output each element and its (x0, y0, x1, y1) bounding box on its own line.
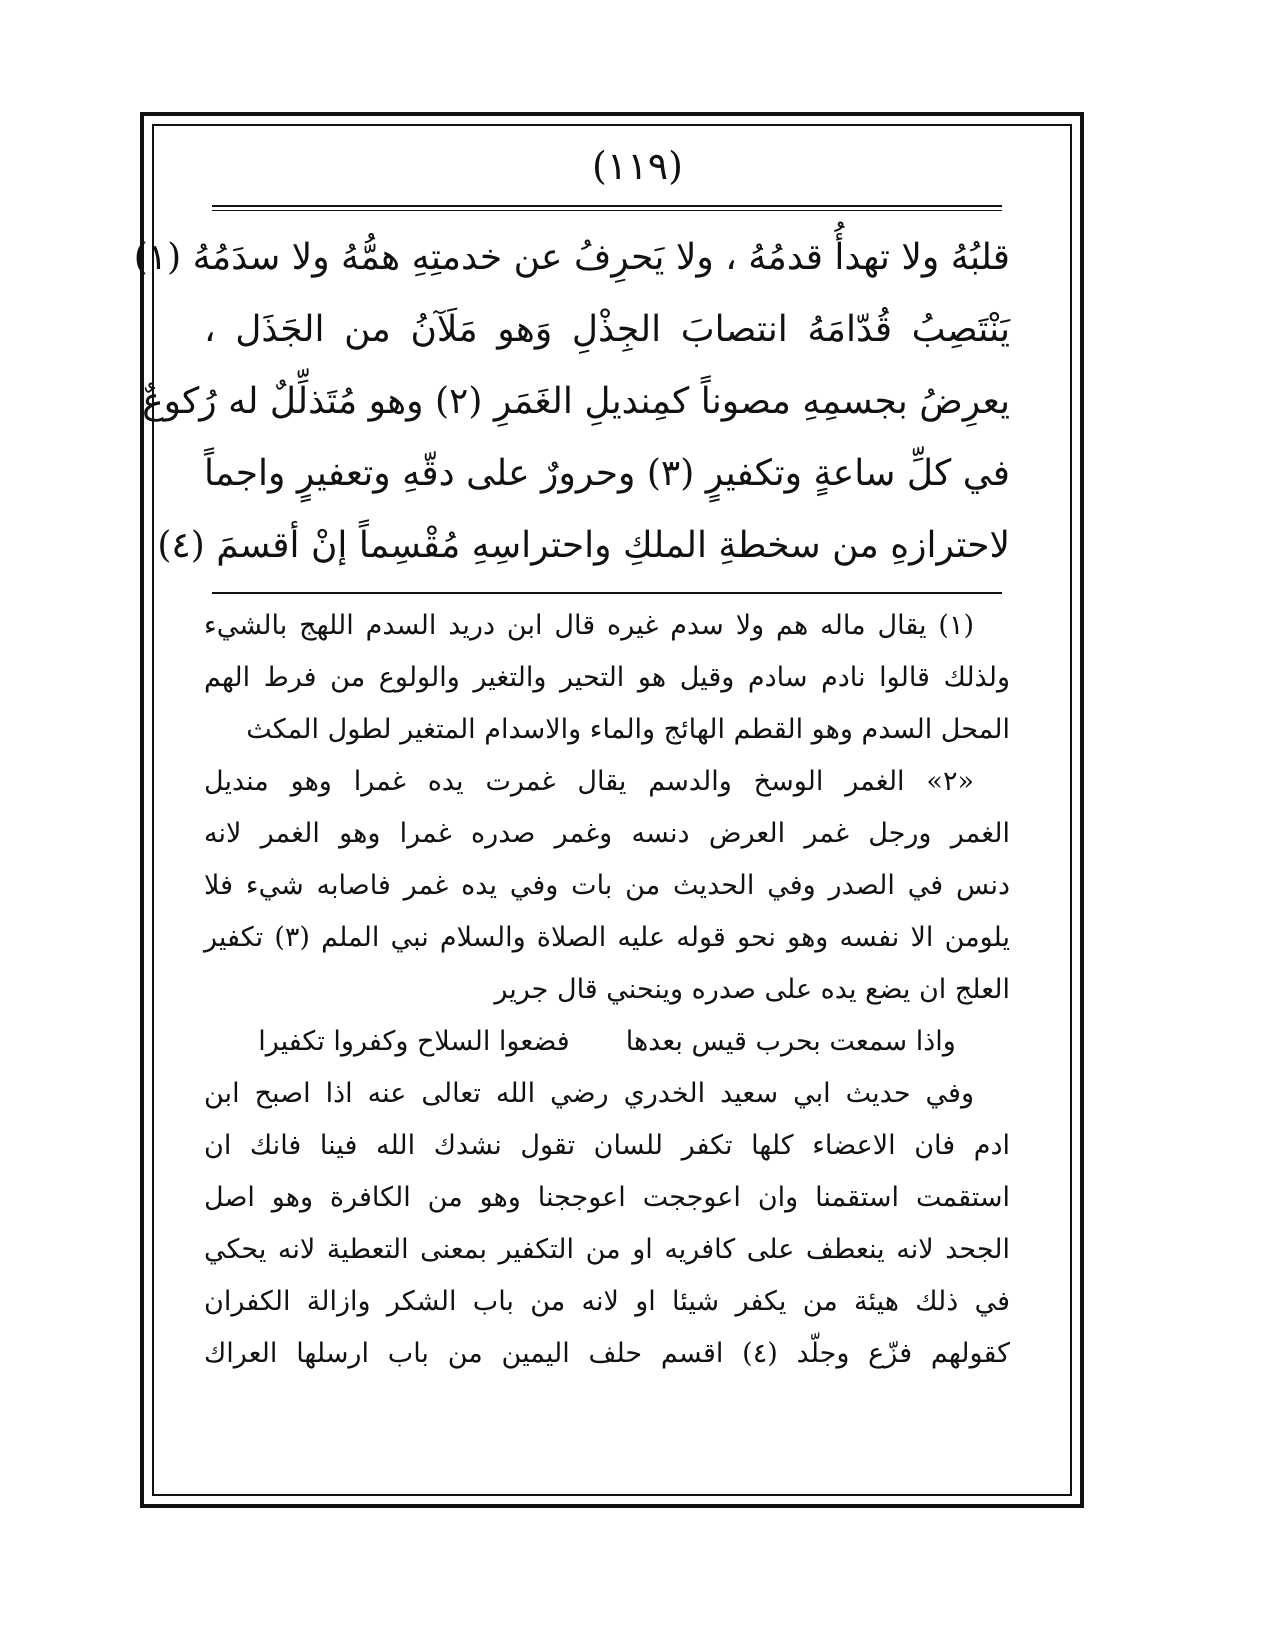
footnote-line: ادم فان الاعضاء كلها تكفر للسان تقول نشدك الله فينا فانك ان (204, 1130, 1010, 1161)
footnote-line: دنس في الصدر وفي الحديث من بات وفي يده غمر فاصابه شيء فلا (204, 870, 1010, 901)
footnote-line: يلومن الا نفسه وهو نحو قوله عليه الصلاة والسلام نبي الملم (٣) تكفير (204, 922, 1010, 953)
page-number: (١١٩) (592, 144, 683, 188)
footnote-line: الجحد لانه ينعطف على كافريه او من التكفير بمعنى التعطية لانه يحكي (204, 1234, 1010, 1265)
main-text-line: يَنْتَصِبُ قُدّامَهُ انتصابَ الجِذْلِ وَهو مَلَآنُ من الجَذَل ، (204, 309, 1010, 350)
footnote-line: المحل السدم وهو القطم الهائج والماء والاسدام المتغير لطول المكث (246, 714, 1010, 745)
header-rule-thin (212, 210, 1002, 211)
verse-second-half: فضعوا السلاح وكفروا تكفيرا (258, 1026, 570, 1057)
footnote-line: «٢» الغمر الوسخ والدسم يقال غمرت يده غمرا وهو منديل (204, 766, 974, 797)
footnote-line: الغمر ورجل غمر العرض دنسه وغمر صدره غمرا وهو الغمر لانه (204, 818, 1010, 849)
footnote-line: وفي حديث ابي سعيد الخدري رضي الله تعالى عنه اذا اصبح ابن (204, 1078, 974, 1109)
header-rule (212, 205, 1002, 207)
footnotes-block (204, 600, 1010, 1380)
footnote-line: ولذلك قالوا نادم سادم وقيل هو التحير والتغير والولوع من فرط الهم (204, 662, 1010, 693)
footnote-line: العلج ان يضع يده على صدره وينحني قال جرير (494, 974, 1010, 1005)
verse-first-half: واذا سمعت بحرب قيس بعدها (625, 1026, 956, 1057)
footnote-verse (204, 1016, 1010, 1068)
main-text-line: يعرِضُ بجسمِهِ مصوناً كمِنديلِ الغَمَرِ (٢) وهو مُتَذلِّلٌ له رُكوعٌ (142, 381, 1010, 422)
main-text-line: في كلِّ ساعةٍ وتكفيرٍ (٣) وحرورٌ على دقّهِ وتعفيرٍ واجماً (204, 453, 1010, 494)
main-text-block (133, 222, 1010, 582)
main-text-line: قلبُهُ ولا تهدأُ قدمُهُ ، ولا يَحرِفُ عن خدمتِهِ همُّهُ ولا سدَمُهُ (١) (133, 237, 1010, 278)
footnote-line: في ذلك هيئة من يكفر شيئا او لانه من باب الشكر وازالة الكفران (204, 1286, 1010, 1317)
main-text-line: لاحترازهِ من سخطةِ الملكِ واحتراسِهِ مُقْسِماً إنْ أقسمَ (٤) (157, 525, 1010, 566)
footnote-line: استقمت استقمنا وان اعوججت اعوججنا وهو من الكافرة وهو اصل (204, 1182, 1010, 1213)
footnote-separator (212, 592, 1002, 594)
footnote-line: كقولهم فزّع وجلّد (٤) اقسم حلف اليمين من باب ارسلها العراك (204, 1338, 1010, 1369)
footnote-line: (١) يقال ماله هم ولا سدم غيره قال ابن دريد السدم اللهج بالشيء (204, 610, 974, 641)
